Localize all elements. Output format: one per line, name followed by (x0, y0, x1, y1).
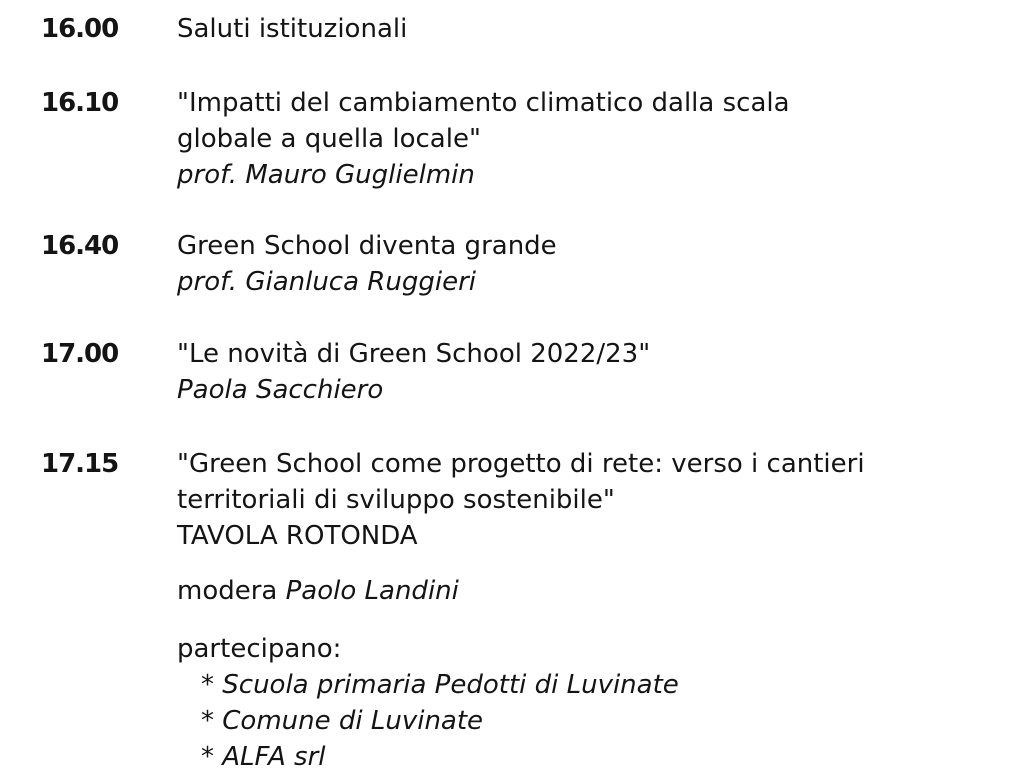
agenda-title-line-1: "Impatti del cambiamento climatico dalla scala (177, 88, 790, 118)
participant-item: * Comune di Luvinate (201, 706, 484, 736)
participants-label: partecipano: (177, 634, 342, 664)
moderator-name: Paolo Landini (285, 576, 459, 606)
agenda-time: 16.10 (41, 88, 119, 118)
agenda-title-line-1: "Green School come progetto di rete: verso i cantieri (177, 449, 865, 479)
agenda-time: 16.40 (41, 231, 119, 261)
agenda-time: 17.00 (41, 339, 119, 369)
participant-item: * ALFA srl (201, 742, 326, 772)
agenda-speaker: prof. Mauro Guglielmin (177, 160, 475, 190)
agenda-title-line-2: globale a quella locale" (177, 124, 481, 154)
agenda-title: Green School diventa grande (177, 231, 557, 261)
participant-item: * Scuola primaria Pedotti di Luvinate (201, 670, 679, 700)
agenda-time: 17.15 (41, 449, 119, 479)
agenda-speaker: prof. Gianluca Ruggieri (177, 267, 476, 297)
agenda-title: Saluti istituzionali (177, 14, 408, 44)
agenda-subtitle: TAVOLA ROTONDA (177, 521, 418, 551)
agenda-speaker: Paola Sacchiero (177, 375, 384, 405)
agenda-time: 16.00 (41, 14, 119, 44)
agenda-title-line-2: territoriali di sviluppo sostenibile" (177, 485, 615, 515)
moderator-label: modera (177, 576, 278, 606)
agenda-title: "Le novità di Green School 2022/23" (177, 339, 651, 369)
